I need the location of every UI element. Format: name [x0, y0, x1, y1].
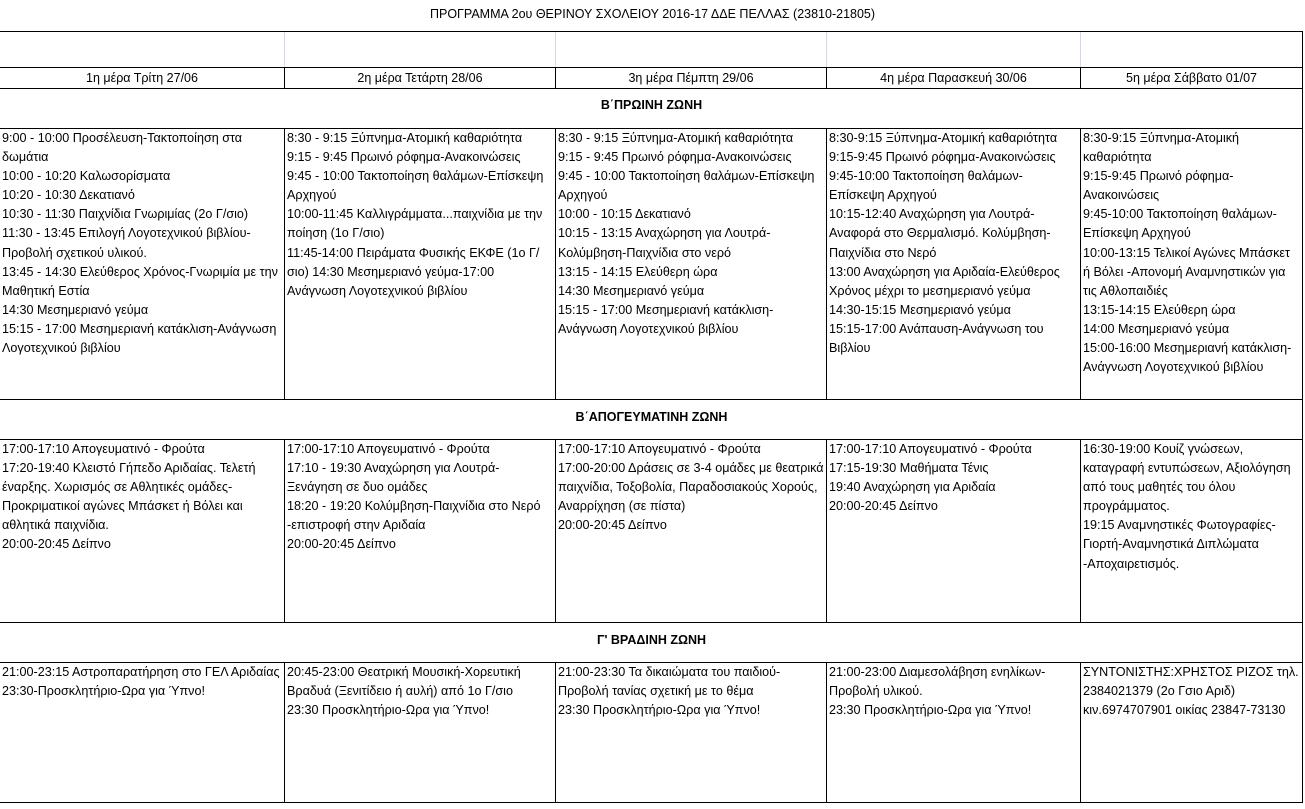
schedule-entry: 14:30 Μεσημεριανό γεύμα: [558, 283, 705, 298]
schedule-entry: 19:40 Αναχώρηση για Αριδαία: [829, 480, 996, 495]
schedule-entry: 17:00-17:10 Απογευματινό - Φρούτα: [829, 442, 1032, 456]
divider: [0, 802, 1303, 803]
schedule-entry: 14:00 Μεσημεριανό γεύμα: [1083, 321, 1230, 336]
schedule-cell: [827, 663, 1080, 720]
schedule-entry: 9:00 - 10:00 Προσέλευση-Τακτοποίηση στα δωμάτια: [2, 131, 243, 165]
schedule-cell: [0, 663, 284, 701]
schedule-cell: [1081, 129, 1302, 377]
schedule-entry: 23:30 Προσκλητήριο-Ωρα για Ύπνο!: [558, 703, 761, 718]
schedule-entry: 21:00-23:30 Τα δικαιώματα του παιδιού-Προβολή τανίας σχετική με το θέμα: [558, 665, 781, 699]
schedule-cell: [827, 440, 1080, 516]
schedule-entry: 21:00-23:00 Διαμεσολάβηση ενηλίκων-Προβολή υλικού.: [829, 665, 1046, 699]
gridline: [555, 32, 556, 67]
schedule-entry: 9:45-10:00 Τακτοποίηση θαλάμων-Επίσκεψη Αρχηγού: [829, 169, 1023, 203]
divider: [0, 31, 1303, 32]
schedule-entry: 10:00-11:45 Καλλιγράμματα...παιχνίδια με την ποίηση (1ο Γ/σιο): [287, 207, 543, 241]
schedule-entry: 8:30-9:15 Ξύπνημα-Ατομική καθαριότητα: [829, 131, 1058, 145]
schedule-entry: 15:15 - 17:00 Μεσημεριανή κατάκλιση-Ανάγνωση Λογοτεχνικού βιβλίου: [2, 321, 277, 356]
schedule-entry: 8:30-9:15 Ξύπνημα-Ατομική καθαριότητα: [1083, 131, 1240, 165]
schedule-cell: [1081, 440, 1302, 574]
schedule-cell: [556, 663, 826, 720]
schedule-entry: ΣΥΝΤΟΝΙΣΤΗΣ:ΧΡΗΣΤΟΣ ΡΙΖΟΣ τηλ. 2384021379 (2ο Γσιο Αριδ) κιν.6974707901 οικίας 23847-73130: [1083, 665, 1299, 718]
schedule-entry: 10:15 - 13:15 Αναχώρηση για Λουτρά-Κολύμβηση-Παιχνίδια στο νερό: [558, 226, 771, 260]
schedule-entry: 23:30 Προσκλητήριο-Ωρα για Ύπνο!: [829, 703, 1032, 718]
schedule-entry: 19:15 Αναμνηστικές Φωτογραφίες-Γιορτή-Αναμνηστικά Διπλώματα -Αποχαιρετισμός.: [1083, 518, 1276, 571]
schedule-entry: 10:00 - 10:15 Δεκατιανό: [558, 207, 691, 222]
schedule-entry: 17:00-17:10 Απογευματινό - Φρούτα: [287, 442, 490, 456]
schedule-cell: [1081, 663, 1302, 720]
schedule-entry: 21:00-23:15 Αστροπαρατήρηση στο ΓΕΛ Αριδαίας: [2, 665, 280, 679]
schedule-entry: 9:15-9:45 Πρωινό ρόφημα-Ανακοινώσεις: [1083, 169, 1234, 203]
gridline: [1080, 32, 1081, 67]
divider: [0, 399, 1303, 400]
schedule-entry: 9:15 - 9:45 Πρωινό ρόφημα-Ανακοινώσεις: [558, 150, 792, 165]
schedule-entry: 13:00 Αναχώρηση για Αριδαία-Ελεύθερος Χρόνος μέχρι το μεσημεριανό γεύμα: [829, 264, 1060, 298]
schedule-entry: 9:45 - 10:00 Τακτοποίηση θαλάμων-Επίσκεψη Αρχηγού: [287, 169, 544, 203]
zone-header-morning: Β΄ΠΡΩΙΝΗ ΖΩΝΗ: [600, 98, 703, 112]
schedule-entry: 15:00-16:00 Μεσημεριανή κατάκλιση-Ανάγνωση Λογοτεχνικού βιβλίου: [1083, 341, 1292, 375]
day-header: 4η μέρα Παρασκευή 30/06: [880, 71, 1027, 85]
schedule-entry: 15:15-17:00 Ανάπαυση-Ανάγνωση του Βιβλίου: [829, 321, 1044, 356]
schedule-cell: [285, 440, 555, 555]
schedule-entry: 20:45-23:00 Θεατρική Μουσική-Χορευτική Βραδυά (Ξενιτίδειο ή αυλή) από 1ο Γ/σιο: [287, 665, 521, 699]
gridline: [826, 32, 827, 67]
schedule-entry: 15:15 - 17:00 Μεσημεριανή κατάκλιση-Ανάγνωση Λογοτεχνικού βιβλίου: [558, 302, 774, 336]
schedule-entry: 10:00 - 10:20 Καλωσορίσματα: [2, 169, 171, 184]
schedule-entry: 9:45-10:00 Τακτοποίηση θαλάμων-Επίσκεψη Αρχηγού: [1083, 207, 1277, 241]
schedule-entry: 20:00-20:45 Δείπνο: [829, 499, 938, 514]
schedule-entry: 11:45-14:00 Πειράματα Φυσικής ΕΚΦΕ (1ο Γ/σιο) 14:30 Μεσημεριανό γεύμα-17:00 Ανάγνωση Λογοτεχνικού βιβλίου: [287, 245, 540, 298]
schedule-cell: [0, 129, 284, 358]
divider: [0, 88, 1303, 89]
zone-header-evening: Γ' ΒΡΑΔΙΝΗ ΖΩΝΗ: [596, 633, 707, 647]
page-title: ΠΡΟΓΡΑΜΜΑ 2ου ΘΕΡΙΝΟΥ ΣΧΟΛΕΙΟΥ 2016-17 ΔΔΕ ΠΕΛΛΑΣ (23810-21805): [429, 7, 876, 21]
schedule-entry: 11:30 - 13:45 Επιλογή Λογοτεχνικού βιβλίου-Προβολή σχετικού υλικού.: [2, 226, 251, 260]
day-header: 5η μέρα Σάββατο 01/07: [1126, 71, 1257, 85]
schedule-entry: 20:00-20:45 Δείπνο: [2, 537, 111, 552]
schedule-entry: 17:10 - 19:30 Αναχώρηση για Λουτρά-Ξενάγηση σε δυο ομάδες: [287, 461, 500, 495]
schedule-entry: 9:15-9:45 Πρωινό ρόφημα-Ανακοινώσεις: [829, 150, 1056, 165]
schedule-entry: 8:30 - 9:15 Ξύπνημα-Ατομική καθαριότητα: [287, 131, 523, 145]
schedule-entry: 17:20-19:40 Κλειστό Γήπεδο Αριδαίας. Τελετή έναρξης. Χωρισμός σε Αθλητικές ομάδες-Προκριματικοί αγώνες Μπάσκετ ή Βόλει και αθλητικά παιχνίδια.: [2, 461, 256, 533]
schedule-entry: 10:20 - 10:30 Δεκατιανό: [2, 188, 135, 203]
schedule-entry: 17:15-19:30 Μαθήματα Τένις: [829, 461, 989, 476]
day-header: 2η μέρα Τετάρτη 28/06: [357, 71, 483, 85]
schedule-entry: 16:30-19:00 Κουίζ γνώσεων, καταγραφή εντυπώσεων, Αξιολόγηση από τους μαθητές του όλου προγράμματος.: [1083, 442, 1291, 514]
schedule-entry: 17:00-20:00 Δράσεις σε 3-4 ομάδες με θεατρικά παιχνίδια, Τοξοβολία, Παραδοσιακούς Χορούς, Αναρρίχηση (σε πίστα): [558, 461, 824, 514]
schedule-cell: [556, 440, 826, 535]
divider: [0, 622, 1303, 623]
schedule-entry: 23:30 Προσκλητήριο-Ωρα για Ύπνο!: [287, 703, 490, 718]
schedule-entry: 9:45 - 10:00 Τακτοποίηση θαλάμων-Επίσκεψη Αρχηγού: [558, 169, 815, 203]
schedule-cell: [285, 129, 555, 301]
zone-header-afternoon: Β΄ΑΠΟΓΕΥΜΑΤΙΝΗ ΖΩΝΗ: [575, 410, 728, 424]
schedule-cell: [0, 440, 284, 555]
schedule-entry: 13:15 - 14:15 Ελεύθερη ώρα: [558, 264, 718, 279]
schedule-entry: 10:00-13:15 Τελικοί Αγώνες Μπάσκετ ή Βόλει -Απονομή Αναμνηστικών για τις Αθλοπαιδιές: [1083, 245, 1290, 298]
schedule-cell: [827, 129, 1080, 358]
schedule-cell: [285, 663, 555, 720]
schedule-entry: 13:15-14:15 Ελεύθερη ώρα: [1083, 302, 1236, 317]
schedule-entry: 9:15 - 9:45 Πρωινό ρόφημα-Ανακοινώσεις: [287, 150, 521, 165]
schedule-cell: [556, 129, 826, 339]
schedule-entry: 18:20 - 19:20 Κολύμβηση-Παιχνίδια στο Νερό -επιστροφή στην Αριδαία: [287, 499, 541, 533]
schedule-entry: 10:15-12:40 Αναχώρηση για Λουτρά-Αναφορά στο Θερμαλισμό. Κολύμβηση-Παιχνίδια στο Νερό: [829, 207, 1051, 260]
schedule-entry: 23:30-Προσκλητήριο-Ωρα για Ύπνο!: [2, 684, 205, 699]
schedule-entry: 8:30 - 9:15 Ξύπνημα-Ατομική καθαριότητα: [558, 131, 794, 145]
schedule-entry: 20:00-20:45 Δείπνο: [287, 537, 396, 552]
schedule-entry: 17:00-17:10 Απογευματινό - Φρούτα: [2, 442, 205, 456]
schedule-entry: 10:30 - 11:30 Παιχνίδια Γνωριμίας (2ο Γ/σιο): [2, 207, 249, 222]
day-header: 1η μέρα Τρίτη 27/06: [86, 71, 198, 85]
schedule-entry: 13:45 - 14:30 Ελεύθερος Χρόνος-Γνωριμία με την Μαθητική Εστία: [2, 264, 278, 298]
schedule-entry: 14:30 Μεσημεριανό γεύμα: [2, 302, 149, 317]
schedule-entry: 14:30-15:15 Μεσημεριανό γεύμα: [829, 302, 1011, 317]
day-header: 3η μέρα Πέμπτη 29/06: [628, 71, 754, 85]
gridline: [284, 32, 285, 67]
schedule-entry: 17:00-17:10 Απογευματινό - Φρούτα: [558, 442, 761, 456]
schedule-entry: 20:00-20:45 Δείπνο: [558, 518, 667, 533]
